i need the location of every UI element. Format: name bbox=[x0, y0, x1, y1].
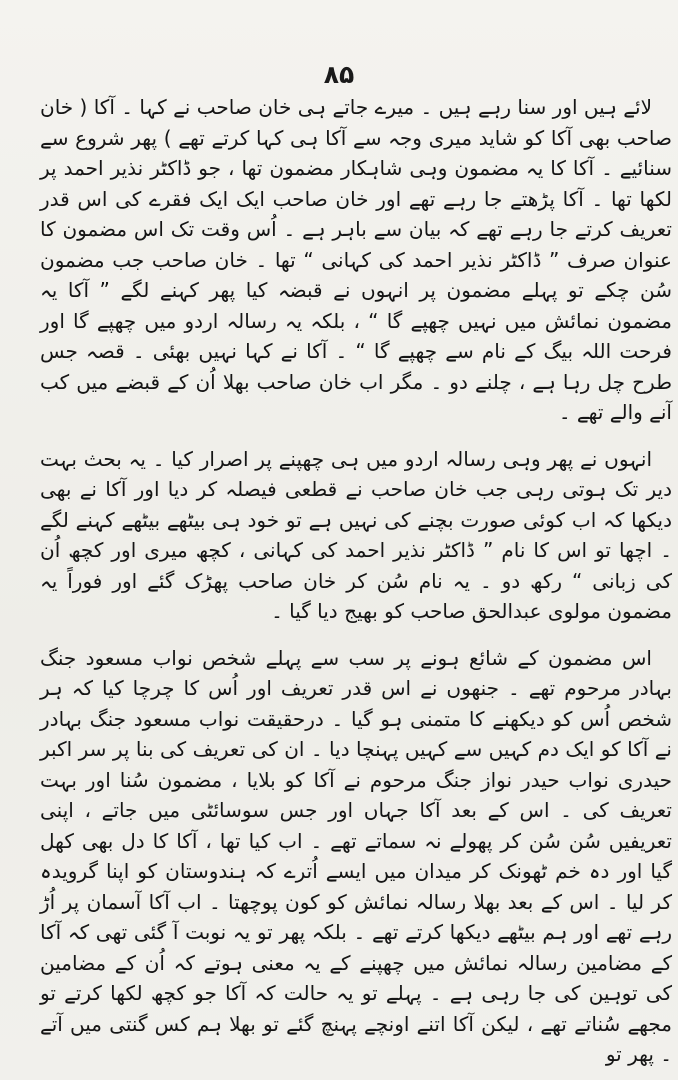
body-text bbox=[40, 92, 672, 1070]
paragraph-3: اس مضمون کے شائع ہونے پر سب سے پہلے شخص نواب مسعود جنگ بہادر مرحوم تھے ۔ جنھوں نے اس قدر تعریف اور اُس کا چرچا کیا کہ ہر شخص اُس کو دیکھنے کا متمنی ہو گیا ۔ درحقیقت نواب مسعود جنگ بہادر نے آکا کو ایک دم کہیں سے کہیں پہنچا دیا ۔ ان کی تعریف کی بنا پر سر اکبر حیدری نواب حیدر نواز جنگ مرحوم نے آکا کو بلایا ، مضمون سُنا اور بہت تعریف کی ۔ اس کے بعد آکا جہاں اور جس سوسائٹی میں جاتے ، اپنی تعریفیں سُن سُن کر پھولے نہ سماتے تھے ۔ اب کیا تھا ، آکا کا دل بھی کھل گیا اور دہ خم ٹھونک کر میدان میں ایسے اُترے کہ ہندوستان کو اپنا گرویدہ کر لیا ۔ اس کے بعد بھلا رسالہ نمائش کو کون پوچھتا ۔ اب آکا آسمان پر اُڑ رہے تھے اور ہم بیٹھے دیکھا کرتے تھے ۔ بلکہ پھر تو یہ نوبت آ گئی تھی کہ آکا کے مضامین رسالہ نمائش میں چھپنے کے یہ معنی ہوتے کہ اُن کے مضامین کی توہین کی جا رہی ہے ۔ پہلے تو یہ حالت کہ آکا جو کچھ لکھا کرتے تو مجھے سُناتے تھے ، لیکن آکا اتنے اونچے پہنچ گئے تو بھلا ہم کس گنتی میں آتے ۔ پھر تو bbox=[40, 645, 672, 1066]
paragraph-2: انہوں نے پھر وہی رسالہ اردو میں ہی چھپنے پر اصرار کیا ۔ یہ بحث بہت دیر تک ہوتی رہی جب خان صاحب نے قطعی فیصلہ کر دیا اور آکا نے بھی دیکھا کہ اب کوئی صورت بچنے کی نہیں ہے تو خود ہی بیٹھے بیٹھے کہنے لگے ۔ اچھا تو اس کا نام ” ڈاکٹر نذیر احمد کی کہانی ، کچھ میری اور کچھ اُن کی زبانی “ رکھ دو ۔ یہ نام سُن کر خان صاحب پھڑک گئے اور فوراً یہ مضمون مولوی عبدالحق صاحب کو بھیج دیا گیا ۔ bbox=[40, 446, 672, 623]
paragraph-1: لائے ہیں اور سنا رہے ہیں ۔ میرے جاتے ہی خان صاحب نے کہا ۔ آکا ( خان صاحب بھی آکا کو شاید میری وجہ سے آکا ہی کہا کرتے تھے ) پھر شروع سے سنائیے ۔ آکا کا یہ مضمون وہی شاہکار مضمون تھا ، جو ڈاکٹر نذیر احمد پر لکھا تھا ۔ آکا پڑھتے جا رہے تھے اور خان صاحب ایک ایک فقرے کی اس قدر تعریف کرتے جا رہے تھے کہ بیان سے باہر ہے ۔ اُس وقت تک اس مضمون کا عنوان صرف ” ڈاکٹر نذیر احمد کی کہانی “ تھا ۔ خان صاحب جب مضمون سُن چکے تو پہلے مضمون پر انہوں نے قبضہ کیا پھر کہنے لگے ” آکا یہ مضمون نمائش میں نہیں چھپے گا “ ، بلکہ یہ رسالہ اردو میں چھپے گا اور فرحت اللہ بیگ کے نام سے چھپے گا “ ۔ آکا نے کہا نہیں بھئی ۔ قصہ جس طرح چل رہا ہے ، چلنے دو ۔ مگر اب خان صاحب بھلا اُن کے قبضے میں کب آنے والے تھے ۔ bbox=[40, 95, 672, 424]
page-number: ۸۵ bbox=[323, 60, 355, 89]
